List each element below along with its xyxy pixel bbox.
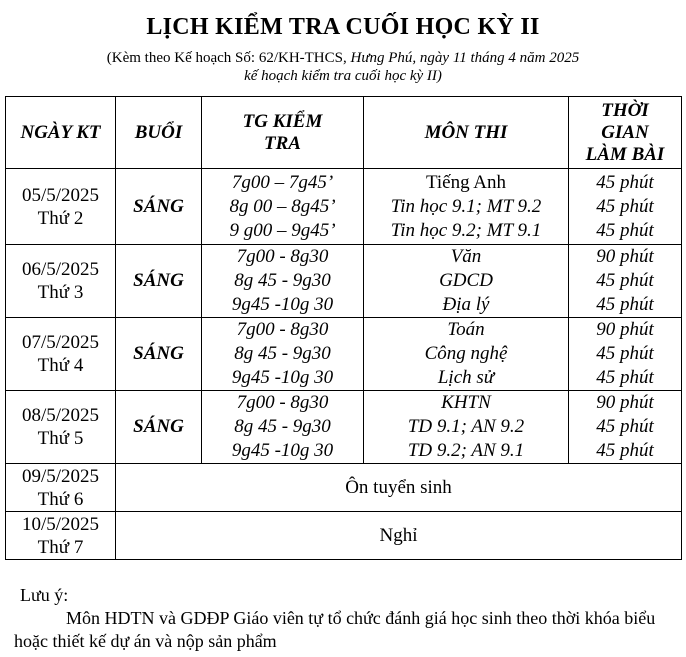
duration: 45 phút <box>596 343 654 364</box>
date-cell <box>6 464 116 512</box>
duration: 45 phút <box>596 270 654 291</box>
subject: TD 9.1; AN 9.2 <box>407 416 525 437</box>
merged-activity-cell: Nghỉ <box>116 512 682 560</box>
subtitle-open: ( <box>106 50 112 66</box>
header-duration-line: GIAN <box>601 121 649 143</box>
header-date: NGÀY KT <box>6 97 116 169</box>
table-row <box>6 391 682 464</box>
time-slot: 8g 45 - 9g30 <box>234 343 331 364</box>
subject: KHTN <box>441 392 491 413</box>
subtitle-line-1 <box>0 50 686 67</box>
duration: 45 phút <box>596 294 654 315</box>
date-cell <box>6 318 116 391</box>
header-time-line: TRA <box>264 132 301 154</box>
subject: Tin học 9.1; MT 9.2 <box>390 195 542 217</box>
time-cell <box>202 245 364 318</box>
exam-date: 05/5/2025 <box>21 184 100 206</box>
header-time <box>202 97 364 169</box>
time-slot: 8g 45 - 9g30 <box>234 416 331 437</box>
subject-cell <box>364 169 569 245</box>
exam-date: 08/5/2025 <box>21 405 100 426</box>
time-cell <box>202 391 364 464</box>
exam-schedule-table <box>5 96 682 560</box>
duration: 90 phút <box>596 246 654 267</box>
duration: 45 phút <box>596 171 654 193</box>
exam-weekday: Thứ 2 <box>37 207 84 229</box>
page-title: LỊCH KIỂM TRA CUỐI HỌC KỲ II <box>146 14 540 40</box>
duration-cell <box>569 169 682 245</box>
exam-weekday: Thứ 6 <box>37 488 84 510</box>
date-cell <box>6 391 116 464</box>
session-cell: SÁNG <box>116 245 202 318</box>
exam-date: 06/5/2025 <box>21 259 100 280</box>
date-cell <box>6 245 116 318</box>
duration-cell <box>569 245 682 318</box>
date-cell <box>6 512 116 560</box>
session-cell: SÁNG <box>116 391 202 464</box>
duration-cell <box>569 391 682 464</box>
time-cell <box>202 318 364 391</box>
session-cell: SÁNG <box>116 169 202 245</box>
subtitle-place-date: Hưng Phú, ngày 11 tháng 4 năm 2025 <box>350 50 580 66</box>
subject-cell <box>364 391 569 464</box>
exam-weekday: Thứ 4 <box>37 355 84 376</box>
note-body <box>14 607 680 653</box>
duration-cell <box>569 318 682 391</box>
table-row <box>6 245 682 318</box>
subject: Công nghệ <box>424 343 508 364</box>
exam-date: 10/5/2025 <box>21 513 100 535</box>
header-session: BUỔI <box>116 97 202 169</box>
table-row <box>6 464 682 512</box>
duration: 45 phút <box>596 440 654 461</box>
duration: 90 phút <box>596 392 654 413</box>
duration: 45 phút <box>596 367 654 388</box>
date-cell <box>6 169 116 245</box>
note-text: Môn HDTN và GDĐP Giáo viên tự tổ chức đánh giá học sinh theo thời khóa biểu hoặc thiết kế dự án và nộp sản phẩm <box>14 608 656 651</box>
duration: 45 phút <box>596 195 654 217</box>
subject: Toán <box>447 319 485 340</box>
exam-weekday: Thứ 3 <box>37 282 84 303</box>
time-slot: 8g 45 - 9g30 <box>234 270 331 291</box>
exam-date: 07/5/2025 <box>21 332 100 353</box>
subject: Văn <box>450 246 482 267</box>
session-cell: SÁNG <box>116 318 202 391</box>
table-row <box>6 318 682 391</box>
subtitle-line-2: kế hoạch kiểm tra cuối học kỳ II) <box>244 68 442 84</box>
table-header-row <box>6 97 682 169</box>
exam-date: 09/5/2025 <box>21 465 100 487</box>
time-slot: 7g00 - 8g30 <box>236 392 329 413</box>
subject: GDCD <box>439 270 493 291</box>
subject: Lịch sử <box>437 367 495 388</box>
subject-cell <box>364 318 569 391</box>
time-slot: 9 g00 – 9g45’ <box>229 219 336 241</box>
subject: TD 9.2; AN 9.1 <box>407 440 525 461</box>
exam-weekday: Thứ 7 <box>37 536 84 558</box>
note-label: Lưu ý: <box>20 585 69 605</box>
header-duration <box>569 97 682 169</box>
table-row <box>6 512 682 560</box>
subject: Tin học 9.2; MT 9.1 <box>390 219 542 241</box>
exam-weekday: Thứ 5 <box>37 428 84 449</box>
header-duration-line: LÀM BÀI <box>585 143 665 165</box>
time-slot: 9g45 -10g 30 <box>231 294 334 315</box>
subject: Tiếng Anh <box>425 171 507 193</box>
subtitle-prefix: Kèm theo Kế hoạch Số: 62/KH-THCS, <box>111 50 351 66</box>
time-slot: 9g45 -10g 30 <box>231 440 334 461</box>
table-row <box>6 169 682 245</box>
header-duration-line: THỜI <box>601 99 649 121</box>
duration: 90 phút <box>596 319 654 340</box>
subject: Địa lý <box>442 294 490 315</box>
merged-activity-cell: Ôn tuyển sinh <box>116 464 682 512</box>
time-slot: 7g00 - 8g30 <box>236 246 329 267</box>
duration: 45 phút <box>596 416 654 437</box>
header-time-line: TG KIỂM <box>242 110 323 132</box>
time-slot: 9g45 -10g 30 <box>231 367 334 388</box>
time-slot: 7g00 - 8g30 <box>236 319 329 340</box>
time-slot: 8g 00 – 8g45’ <box>229 195 336 217</box>
subject-cell <box>364 245 569 318</box>
header-subject: MÔN THI <box>364 97 569 169</box>
duration: 45 phút <box>596 219 654 241</box>
time-cell <box>202 169 364 245</box>
time-slot: 7g00 – 7g45’ <box>231 171 334 193</box>
